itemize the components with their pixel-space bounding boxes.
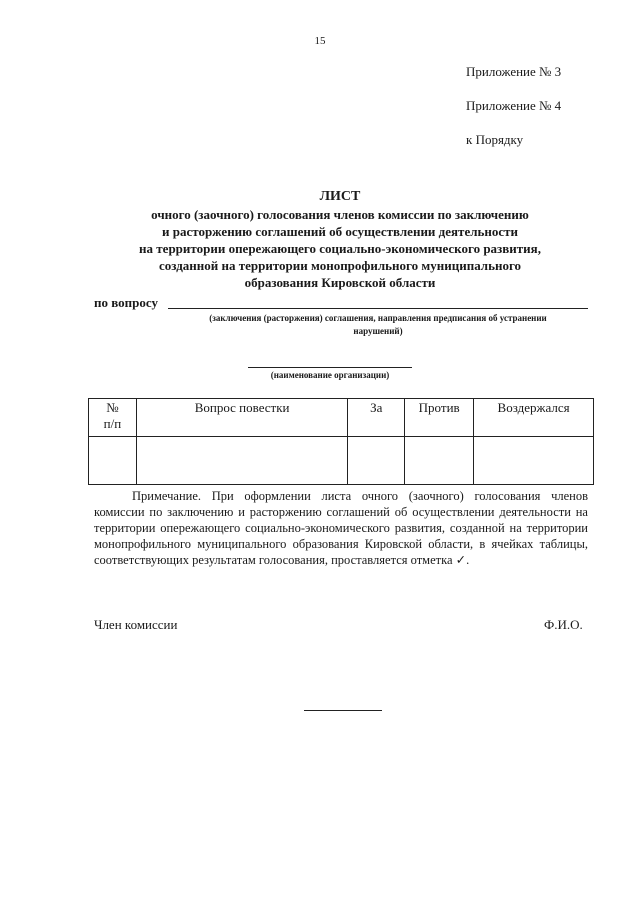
cell-against	[405, 437, 474, 485]
title-line-3: на территории опережающего социально-экономического развития,	[139, 241, 541, 256]
appendix-4-label: Приложение № 4	[466, 98, 562, 113]
member-signature-label: Член комиссии	[94, 617, 178, 632]
check-mark-icon: ✓	[455, 552, 467, 567]
cell-abstained	[474, 437, 594, 485]
cell-for	[348, 437, 405, 485]
header-for: За	[348, 399, 405, 437]
question-label: по вопросу	[94, 295, 158, 310]
question-field-line	[168, 308, 588, 309]
appendix-3-label: Приложение № 3	[466, 64, 562, 79]
document-title	[90, 188, 590, 291]
title-line-5: образования Кировской области	[244, 275, 436, 290]
full-name-label: Ф.И.О.	[544, 617, 583, 632]
organization-hint: (наименование организации)	[270, 370, 390, 380]
header-agenda-question: Вопрос повестки	[136, 399, 347, 437]
header-number: № п/п	[89, 399, 137, 437]
cell-number	[89, 437, 137, 485]
title-line-1: очного (заочного) голосования членов комиссии по заключению	[151, 207, 529, 222]
header-abstained: Воздержался	[474, 399, 594, 437]
note-ending: .	[466, 553, 470, 567]
question-hint-line-1: (заключения (расторжения) соглашения, направления предписания об устранении	[209, 313, 547, 323]
note-paragraph	[94, 488, 588, 568]
table-row	[89, 437, 594, 485]
page-number: 15	[314, 35, 326, 47]
bottom-separator-line	[304, 710, 382, 711]
question-hint	[160, 312, 596, 338]
organization-field-line	[248, 367, 412, 368]
header-against: Против	[405, 399, 474, 437]
question-hint-line-2: нарушений)	[353, 326, 403, 336]
title-heading: ЛИСТ	[319, 189, 361, 204]
procedure-reference: к Порядку	[466, 132, 524, 147]
table-header-row	[89, 399, 594, 437]
title-line-4: созданной на территории монопрофильного муниципального	[158, 258, 522, 273]
voting-table	[88, 398, 594, 485]
cell-agenda-question	[136, 437, 347, 485]
title-line-2: и расторжению соглашений об осуществлении деятельности	[161, 224, 519, 239]
note-text: Примечание. При оформлении листа очного (заочного) голосования членов комиссии по заключению и расторжению соглашений об осуществлении деятельности на территории опережающего социально-экономического развития, созданной на территории монопрофильного муниципального образования Кировской области, в ячейках таблицы, соответствующих результатам голосования, проставляется отметка	[94, 489, 588, 567]
